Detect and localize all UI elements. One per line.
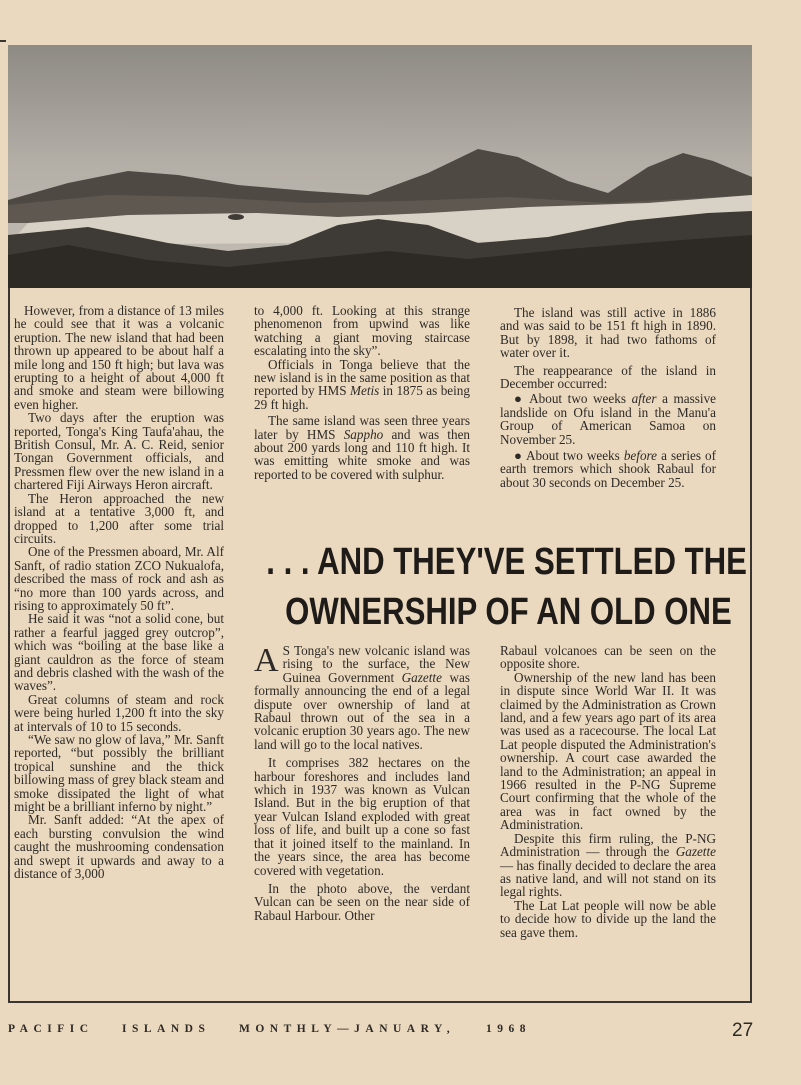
bullet-paragraph — [500, 449, 716, 489]
headline-line-1: . . . AND THEY'VE SETTLED THE — [266, 541, 747, 583]
text-run: About two weeks — [529, 391, 626, 407]
paragraph: One of the Pressmen aboard, Mr. Alf Sanft, of radio station ZCO Nukualofa, described the mass of rock and ash as “no more than 100 yards across, and rising to approximately 50 ft”. — [14, 544, 224, 613]
paragraph: He said it was “not a solid cone, but rather a fearful jagged grey outcrop”, which was “boiling at the base like a giant cauldron as the force of steam and debris clashed with the wash of the waves”. — [14, 611, 224, 694]
paragraph — [254, 358, 470, 412]
publication-name: Gazette — [675, 844, 716, 860]
paragraph — [254, 414, 470, 481]
footer-word: MONTHLY—JANUARY, — [239, 1023, 456, 1035]
footer-word: PACIFIC — [8, 1023, 94, 1035]
emphasis: before — [623, 448, 658, 464]
page-number: 27 — [732, 1020, 754, 1041]
emphasis: after — [631, 391, 657, 407]
margin-tick — [0, 40, 6, 42]
headline-line-2: OWNERSHIP OF AN OLD ONE — [285, 591, 732, 633]
text-run: in 1875 as being 29 ft high. — [254, 383, 470, 412]
ship-name: Sappho — [343, 426, 384, 442]
harbour-photo — [8, 45, 752, 288]
frame-bottom-rule — [8, 1001, 752, 1003]
article-column-3 — [500, 306, 716, 489]
page-footer — [8, 1023, 758, 1043]
paragraph: However, from a distance of 13 miles he could see that it was a volcanic eruption. The new island that had been thrown up appeared to be about half a mile long and 150 ft high; but lava was erupting to a height of about 4,000 ft and smoke and steam were billowing even higher. — [14, 303, 224, 412]
text-run: About two weeks — [526, 448, 620, 464]
text-run: a series of earth tremors which shook Rabaul for about 30 seconds on December 25. — [500, 448, 716, 490]
paragraph: The island was still active in 1886 and was said to be 151 ft high in 1890. But by 1898, it had two fathoms of water over it. — [500, 305, 716, 361]
bullet-icon: ● — [514, 448, 523, 464]
text-run: Despite this firm ruling, the P-NG Administration — through the — [500, 830, 716, 860]
ship-name: Metis — [350, 383, 380, 399]
frame-right-rule — [750, 288, 752, 1003]
paragraph: It comprises 382 hectares on the harbour foreshores and includes land which in 1937 was known as Vulcan Island. But in the big eruption of that year Vulcan Island exploded with great loss of life, and built up a cone so fast that it joined itself to the mainland. In the years since, the area has become covered with vegetation. — [254, 755, 470, 878]
paragraph — [254, 644, 470, 751]
text-run: and was then about 200 yards long and 110 ft high. It was emitting white smoke and was reported to be covered with sulphur. — [254, 426, 471, 482]
paragraph — [500, 832, 716, 899]
photo-landscape — [8, 45, 752, 288]
drop-cap: A — [254, 642, 279, 679]
frame-left-rule — [8, 288, 10, 1003]
paragraph: In the photo above, the verdant Vulcan can be seen on the near side of Rabaul Harbour. Other — [254, 880, 470, 923]
article-column-4 — [254, 644, 470, 922]
text-run: a massive landslide on Ofu island in the Manu'a Group of American Samoa on November 25. — [500, 391, 717, 447]
paragraph: Two days after the eruption was reported, Tonga's King Taufa'ahau, the British Consul, Mr. A. C. Reid, senior Tongan Government officials, and Pressmen flew over the new island in a chartered Fiji Airways Heron aircraft. — [14, 410, 224, 493]
footer-year: 1968 — [486, 1023, 531, 1035]
paragraph: to 4,000 ft. Looking at this strange phenomenon from upwind was like watching a giant moving staircase escalating into the sky”. — [254, 303, 470, 359]
publication-name: Gazette — [401, 669, 442, 685]
bullet-paragraph — [500, 392, 716, 446]
text-run: was formally announcing the end of a legal dispute over ownership of land at Rabaul thrown out of the sea in a volcanic eruption 30 years ago. The new land will go to the local natives. — [254, 669, 471, 752]
paragraph: The reappearance of the island in December occurred: — [500, 362, 716, 392]
paragraph: Mr. Sanft added: “At the apex of each bursting convulsion the wind caught the mushrooming condensation and swept it upwards and away to a distance of 3,000 — [14, 812, 224, 882]
paragraph: “We saw no glow of lava,” Mr. Sanft reported, “but possibly the brilliant tropical sunshine and the thick billowing mass of grey black steam and smoke dissipated the light of what might be a brilliant inferno by night.” — [14, 732, 224, 815]
text-run: The same island was seen three years later by HMS — [254, 413, 470, 442]
article-column-2 — [254, 304, 470, 481]
text-run: S Tonga's new volcanic island was rising to the surface, the New Guinea Government — [282, 643, 470, 685]
paragraph: The Lat Lat people will now be able to decide how to divide up the land the sea gave them. — [500, 897, 716, 940]
paragraph: Rabaul volcanoes can be seen on the opposite shore. — [500, 643, 716, 672]
text-run: — has finally decided to declare the area as native land, and will not stand on its legal rights. — [500, 857, 716, 900]
paragraph: Great columns of steam and rock were being hurled 1,200 ft into the sky at intervals of 10 to 15 seconds. — [14, 691, 224, 734]
paragraph: The Heron approached the new island at a tentative 3,000 ft, and dropped to 1,200 after some trial circuits. — [14, 490, 224, 546]
article-column-5 — [500, 644, 716, 939]
bullet-icon: ● — [514, 391, 525, 407]
paragraph: Ownership of the new land has been in dispute since World War II. It was claimed by the Administration as Crown land, and a few years ago part of its area was used as a racecourse. The local Lat Lat people disputed the Administration's ownership. A court case awarded the land to the Administration; an appeal in 1966 resulted in the P-NG Supreme Court confirming that the whole of the area was in fact owned by the Administration. — [500, 669, 716, 833]
footer-word: ISLANDS — [122, 1023, 211, 1035]
text-run: Officials in Tonga believe that the new island is in the same position as that reported by HMS — [254, 356, 470, 399]
article-column-1 — [14, 304, 224, 880]
